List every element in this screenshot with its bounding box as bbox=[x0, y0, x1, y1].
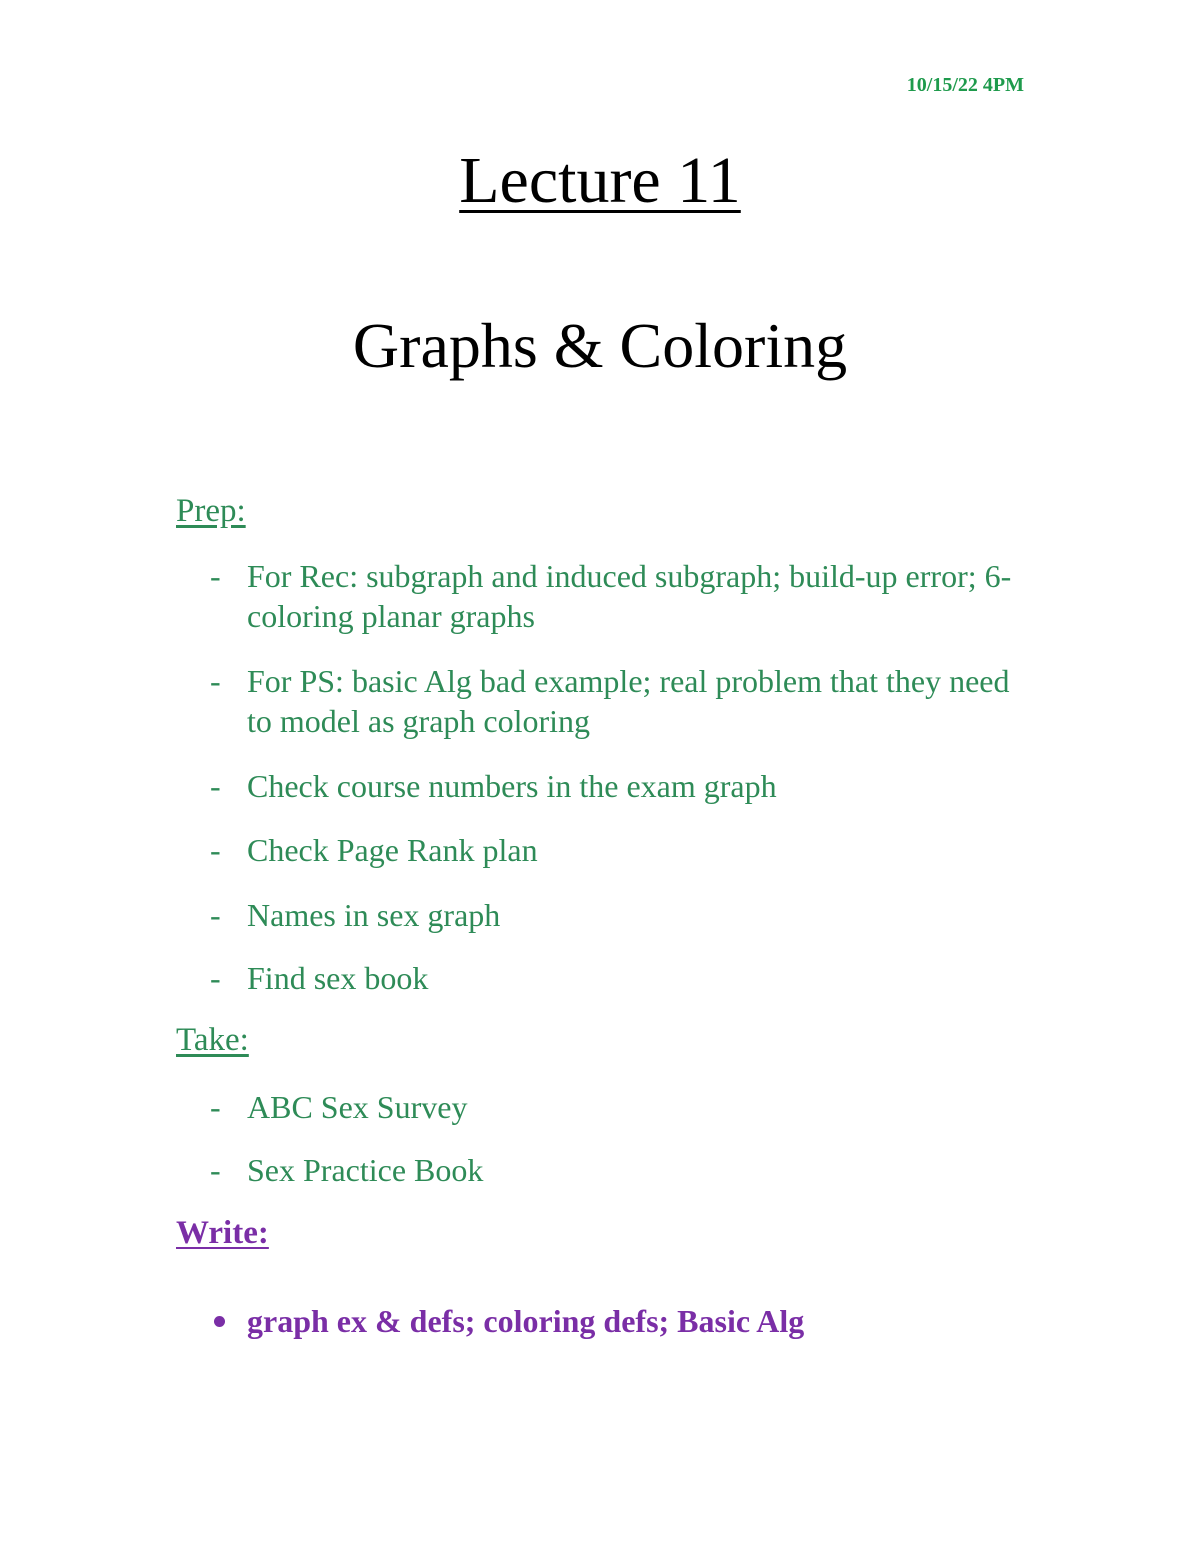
prep-item bbox=[176, 958, 1036, 998]
prep-item bbox=[176, 661, 1036, 741]
take-item bbox=[176, 1087, 1036, 1127]
prep-item bbox=[176, 766, 1036, 806]
dash-marker: - bbox=[210, 1089, 221, 1125]
prep-item-text: Names in sex graph bbox=[247, 897, 501, 933]
prep-heading: Prep: bbox=[176, 493, 246, 529]
take-item-text: Sex Practice Book bbox=[247, 1152, 484, 1188]
take-item-text: ABC Sex Survey bbox=[247, 1089, 468, 1125]
dash-marker: - bbox=[210, 663, 221, 699]
write-heading: Write: bbox=[176, 1215, 269, 1251]
prep-item-text: Check Page Rank plan bbox=[247, 832, 538, 868]
dash-marker: - bbox=[210, 960, 221, 996]
take-heading: Take: bbox=[176, 1022, 249, 1058]
lecture-subtitle: Graphs & Coloring bbox=[352, 310, 848, 381]
lecture-title bbox=[0, 144, 1200, 217]
dash-marker: - bbox=[210, 558, 221, 594]
prep-item-text: Check course numbers in the exam graph bbox=[247, 768, 777, 804]
timestamp: 10/15/22 4PM bbox=[906, 74, 1024, 96]
bullet-dot-icon bbox=[214, 1316, 225, 1327]
take-item bbox=[176, 1150, 1036, 1190]
prep-item-text: Find sex book bbox=[247, 960, 429, 996]
lecture-title-text: Lecture 11 bbox=[459, 144, 741, 217]
dash-marker: - bbox=[210, 1152, 221, 1188]
dash-marker: - bbox=[210, 832, 221, 868]
prep-item bbox=[176, 830, 1036, 870]
prep-item bbox=[176, 895, 1036, 935]
dash-marker: - bbox=[210, 897, 221, 933]
write-item bbox=[176, 1301, 1036, 1341]
dash-marker: - bbox=[210, 768, 221, 804]
prep-item-text: For Rec: subgraph and induced subgraph; build-up error; 6-coloring planar graphs bbox=[247, 558, 1012, 634]
prep-item bbox=[176, 556, 1036, 636]
prep-item-text: For PS: basic Alg bad example; real problem that they need to model as graph coloring bbox=[247, 663, 1010, 739]
write-item-text: graph ex & defs; coloring defs; Basic Alg bbox=[247, 1303, 805, 1339]
